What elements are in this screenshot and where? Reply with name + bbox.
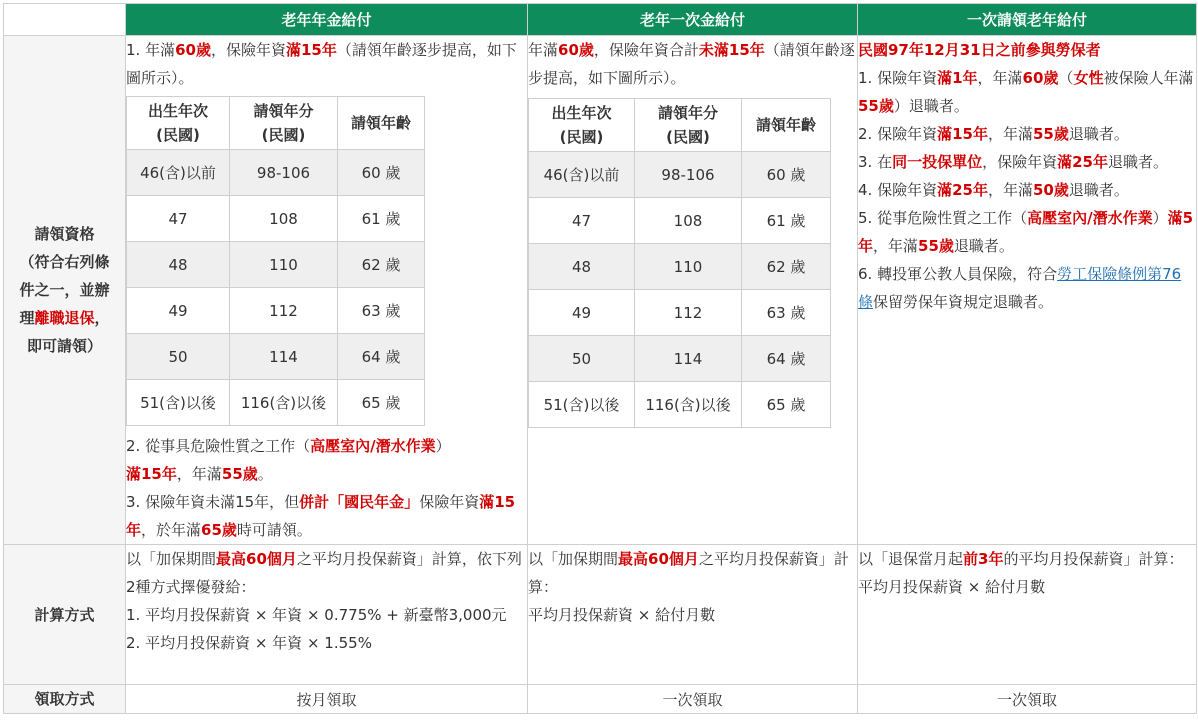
eligibility-col1-item1: 1. 年滿60歲，保險年資滿15年（請領年齡逐步提高，如下圖所示）。: [126, 41, 517, 87]
header-row: [4, 4, 1197, 36]
calculation-col2: 以「加保期間最高60個月之平均月投保薪資」計算： 平均月投保薪資 × 給付月數: [528, 545, 858, 685]
header-one-time-old-age: 一次請領老年給付: [858, 4, 1197, 36]
age-table-row: [127, 150, 425, 196]
eligibility-col1: [126, 36, 528, 545]
eligibility-row: [4, 36, 1197, 545]
age-table-header-cell: 請領年分 (民國): [230, 97, 338, 150]
header-old-age-lump-sum: 老年一次金給付: [528, 4, 858, 36]
header-old-age-annuity: 老年年金給付: [126, 4, 528, 36]
age-table-cell: 50: [529, 336, 635, 382]
age-table-header-cell: 請領年齡: [338, 97, 425, 150]
age-table-header-row: [529, 99, 831, 152]
age-table-cell: 108: [635, 198, 742, 244]
age-table-header-cell: 出生年次 (民國): [529, 99, 635, 152]
eligibility-col3-item4: 4. 保險年資滿25年，年滿50歲退職者。: [858, 181, 1129, 199]
eligibility-col3: [858, 36, 1197, 545]
age-table-row: [127, 196, 425, 242]
age-table-row: [529, 382, 831, 428]
age-table-cell: 114: [635, 336, 742, 382]
age-table-cell: 48: [529, 244, 635, 290]
age-table-cell: 98-106: [230, 150, 338, 196]
age-table-row: [127, 242, 425, 288]
calculation-row: [4, 545, 1197, 685]
eligibility-col1-item3: 3. 保險年資未滿15年，但併計「國民年金」保險年資滿15年，於年滿65歲時可請領。: [126, 493, 516, 539]
age-table-cell: 47: [529, 198, 635, 244]
age-table-cell: 47: [127, 196, 230, 242]
calculation-col1: 以「加保期間最高60個月之平均月投保薪資」計算，依下列2種方式擇優發給： 1. 平均月投保薪資 × 年資 × 0.775% + 新臺幣3,000元 2. 平均月投保薪資 × 年資 × 1.55%: [126, 545, 528, 685]
age-table-cell: 110: [635, 244, 742, 290]
eligibility-col3-item6: 6. 轉投軍公教人員保險，符合勞工保險條例第76條保留勞保年資規定退職者。: [858, 265, 1182, 311]
age-table-cell: 60 歲: [338, 150, 425, 196]
age-table-cell: 60 歲: [742, 152, 831, 198]
receive-col2: 一次領取: [528, 685, 858, 714]
eligibility-col3-item3: 3. 在同一投保單位，保險年資滿25年退職者。: [858, 153, 1169, 171]
age-table-cell: 63 歲: [742, 290, 831, 336]
age-table-cell: 112: [230, 288, 338, 334]
eligibility-col2: [528, 36, 858, 545]
age-table-cell: 51(含)以後: [127, 380, 230, 426]
age-table-header-row: [127, 97, 425, 150]
age-table-row: [529, 244, 831, 290]
age-table-row: [529, 152, 831, 198]
age-table-cell: 112: [635, 290, 742, 336]
calculation-col3: 以「退保當月起前3年的平均月投保薪資」計算： 平均月投保薪資 × 給付月數: [858, 545, 1197, 685]
receive-col3: 一次領取: [858, 685, 1197, 714]
age-table-cell: 114: [230, 334, 338, 380]
eligibility-col3-item5: 5. 從事危險性質之工作（高壓室內/潛水作業）滿5年，年滿55歲退職者。: [858, 209, 1194, 255]
age-schedule-table: [126, 96, 425, 426]
age-table-cell: 116(含)以後: [635, 382, 742, 428]
age-table-cell: 65 歲: [742, 382, 831, 428]
age-table-cell: 64 歲: [338, 334, 425, 380]
eligibility-col1-item2: 2. 從事具危險性質之工作（高壓室內/潛水作業） 滿15年，年滿55歲。: [126, 437, 451, 483]
receive-label: 領取方式: [4, 685, 126, 714]
age-schedule-table: [528, 98, 831, 428]
age-table-cell: 65 歲: [338, 380, 425, 426]
eligibility-col3-title: 民國97年12月31日之前參與勞保者: [858, 41, 1101, 59]
age-table-row: [529, 198, 831, 244]
benefit-table: [3, 3, 1197, 714]
age-table-header-cell: 請領年齡: [742, 99, 831, 152]
age-table-cell: 50: [127, 334, 230, 380]
age-table-row: [529, 336, 831, 382]
age-table-cell: 64 歲: [742, 336, 831, 382]
eligibility-col3-item1: 1. 保險年資滿1年，年滿60歲（女性被保險人年滿55歲）退職者。: [858, 69, 1194, 115]
age-table-cell: 49: [127, 288, 230, 334]
eligibility-col3-item2: 2. 保險年資滿15年，年滿55歲退職者。: [858, 125, 1129, 143]
age-table-header-cell: 請領年分 (民國): [635, 99, 742, 152]
age-table-cell: 51(含)以後: [529, 382, 635, 428]
age-table-row: [529, 290, 831, 336]
age-table-cell: 110: [230, 242, 338, 288]
calculation-label: 計算方式: [4, 545, 126, 685]
receive-row: [4, 685, 1197, 714]
age-table-cell: 63 歲: [338, 288, 425, 334]
age-table-header-cell: 出生年次 (民國): [127, 97, 230, 150]
labor-insurance-act-art76-link[interactable]: 勞工保險條例第76條: [858, 265, 1182, 311]
age-table-row: [127, 288, 425, 334]
corner-cell: [4, 4, 126, 36]
age-table-row: [127, 334, 425, 380]
age-table-cell: 116(含)以後: [230, 380, 338, 426]
age-table-cell: 62 歲: [742, 244, 831, 290]
age-table-cell: 46(含)以前: [529, 152, 635, 198]
eligibility-label: 請領資格 （符合右列條 件之一，並辦 理離職退保， 即可請領）: [4, 36, 126, 545]
age-table-cell: 62 歲: [338, 242, 425, 288]
age-table-row: [127, 380, 425, 426]
age-table-cell: 108: [230, 196, 338, 242]
eligibility-col2-item1: 年滿60歲，保險年資合計未滿15年（請領年齡逐步提高，如下圖所示）。: [528, 41, 855, 87]
receive-col1: 按月領取: [126, 685, 528, 714]
age-table-cell: 61 歲: [742, 198, 831, 244]
age-table-cell: 98-106: [635, 152, 742, 198]
age-table-cell: 61 歲: [338, 196, 425, 242]
age-table-cell: 46(含)以前: [127, 150, 230, 196]
age-table-cell: 48: [127, 242, 230, 288]
age-table-cell: 49: [529, 290, 635, 336]
